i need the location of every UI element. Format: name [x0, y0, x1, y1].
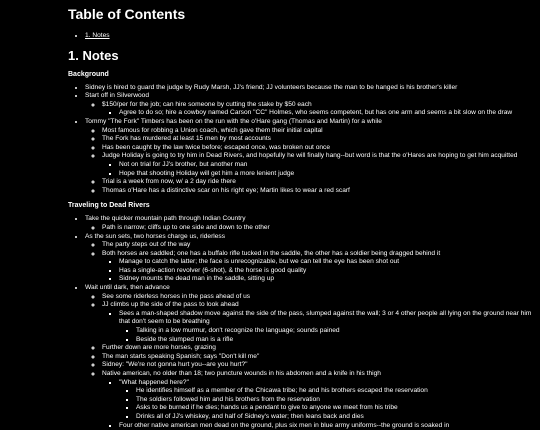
list-item-text: Wait until dark, then advance — [85, 284, 170, 292]
list-item — [85, 215, 532, 232]
list-item-text: Start off in Silverwood — [85, 92, 150, 100]
list-item — [102, 250, 532, 284]
list-item: ▪ Four other native american men dead on the ground, plus six men in blue army uniforms--the ground is soaked in — [119, 422, 532, 430]
list-item-text: Judge Holiday is going to try him in Dead Rivers, and hopefully he will finally hang--but word is that the o'Hares are hoping to get him acquitted — [102, 152, 518, 160]
list-item: ▪ Manage to catch the latter; the face is unrecognizable, but we can tell the eye has been shot out — [119, 258, 532, 267]
sub-list — [102, 161, 532, 178]
sub-list — [85, 293, 532, 430]
list-item-text: Sees a man-shaped shadow move against the side of the pass, slumped against the wall; 3 or 4 other people all lying on the ground near him that don't seem to be breathing — [119, 309, 532, 326]
toc-title: Table of Contents — [68, 6, 186, 22]
sub-list — [85, 224, 532, 233]
list-item: ◦ The Fork has murdered at least 15 men by most accounts — [102, 135, 532, 144]
list-item: ◦ See some riderless horses in the pass ahead of us — [102, 293, 532, 302]
sub-list — [102, 310, 532, 344]
notes-heading: 1. Notes — [68, 47, 119, 63]
list-item — [102, 101, 532, 118]
list-item — [119, 379, 532, 422]
list-item — [102, 301, 532, 344]
list-item: ◦ Thomas o'Hare has a distinctive scar on his right eye; Martin likes to wear a red scarf — [102, 187, 532, 196]
background-list — [68, 84, 532, 196]
background-heading: Background — [68, 70, 109, 78]
sub-list — [119, 327, 532, 344]
list-item: ◦ Trial is a week from now, w/ a 2 day ride there — [102, 178, 532, 187]
toc-list — [68, 32, 532, 41]
sub-list — [102, 109, 532, 118]
list-item: ▪ Beside the slumped man is a rifle — [136, 336, 532, 345]
list-item — [85, 118, 532, 195]
list-item: ◦ The man starts speaking Spanish; says "Don't kill me" — [102, 353, 532, 362]
sub-list — [85, 241, 532, 284]
list-item: ▪ Has a single-action revolver (6-shot), & the horse is good quality — [119, 267, 532, 276]
list-item: ▪ Drinks all of JJ's whiskey, and half of Sidney's water; then leans back and dies — [136, 413, 532, 422]
toc-link-notes[interactable]: 1. Notes — [85, 32, 110, 39]
list-item — [102, 370, 532, 430]
list-item: ◦ Sidney: "We're not gonna hurt you--are you hurt?" — [102, 361, 532, 370]
list-item: ▪ Sidney mounts the dead man in the saddle, sitting up — [119, 275, 532, 284]
sub-list — [85, 101, 532, 118]
list-item-text: $150/per for the job; can hire someone by cutting the stake by $50 each — [102, 100, 312, 108]
list-item: ▪ He identifies himself as a member of the Chicawa tribe; he and his brothers escaped the reservation — [136, 387, 532, 396]
list-item-text: Native american, no older than 18; two puncture wounds in his abdomen and a knife in his thigh — [102, 370, 381, 377]
list-item-text: Tommy "The Fork" Timbers has been on the run with the o'Hare gang (Thomas and Martin) for a while — [85, 117, 382, 125]
list-item: • Sidney is hired to guard the judge by Rudy Marsh, JJ's friend; JJ volunteers because the man to be hanged is his brother's killer — [85, 84, 532, 93]
sub-list — [85, 127, 532, 196]
travel-list — [68, 215, 532, 430]
list-item — [85, 92, 532, 118]
list-item — [85, 284, 532, 430]
list-item-text: Take the quicker mountain path through Indian Country — [85, 215, 246, 223]
list-item: ▪ Agree to do so; hire a cowboy named Carson "CC" Holmes, who seems competent, but has one arm and seems a bit slow on the draw — [119, 109, 532, 118]
list-item-text: JJ climbs up the side of the pass to look ahead — [102, 301, 239, 309]
list-item — [85, 233, 532, 285]
list-item: ◦ Further down are more horses, grazing — [102, 344, 532, 353]
list-item: ◦ Path is narrow; cliffs up to one side and down to the other — [102, 224, 532, 233]
list-item: ◦ Most famous for robbing a Union coach, which gave them their initial capital — [102, 127, 532, 136]
list-item — [119, 310, 532, 344]
list-item-text: As the sun sets, two horses charge us, riderless — [85, 232, 225, 240]
list-item-text: "What happened here?" — [119, 378, 189, 386]
list-item: ▪ The soldiers followed him and his brothers from the reservation — [136, 396, 532, 405]
toc-item — [85, 32, 532, 41]
list-item: ▪ Hope that shooting Holiday will get him a more lenient judge — [119, 170, 532, 179]
list-item-text: Both horses are saddled; one has a buffalo rifle tucked in the saddle, the other has a soldier being dragged behind it — [102, 249, 441, 257]
list-item: ◦ Has been caught by the law twice before; escaped once, was broken out once — [102, 144, 532, 153]
sub-list — [102, 258, 532, 284]
travel-heading: Traveling to Dead Rivers — [68, 202, 150, 210]
list-item: ▪ Asks to be burned if he dies; hands us a pendant to give to anyone we meet from his tribe — [136, 404, 532, 413]
sub-list — [119, 387, 532, 421]
list-item: ▪ Talking in a low murmur, don't recognize the language; sounds pained — [136, 327, 532, 336]
list-item: ▪ Not on trial for JJ's brother, but another man — [119, 161, 532, 170]
list-item — [102, 152, 532, 178]
sub-list — [102, 379, 532, 430]
list-item: ◦ The party steps out of the way — [102, 241, 532, 250]
